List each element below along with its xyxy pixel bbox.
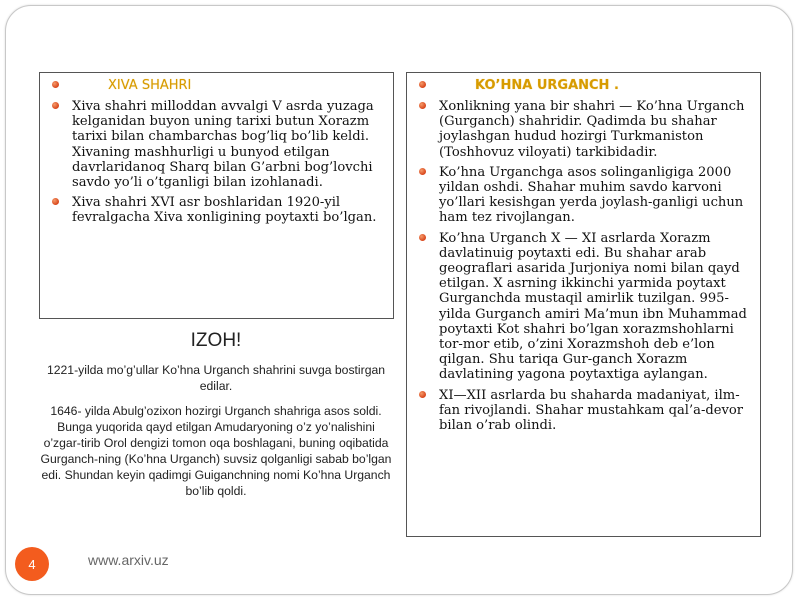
izoh-note <box>40 330 392 508</box>
bullet-icon <box>52 102 59 109</box>
urganch-paragraph-1 <box>419 99 752 160</box>
izoh-paragraph-2: 1646- yilda Abulg’ozixon hozirgi Urganch shahriga asos soldi. Bunga yuqorida qayd etilgan Amudaryoning o’z yo’nalishini o’zgar-tirib Orol dengizi tomon oqa boshlagani, buning oqibatida Gurganch-ning (Ko’hna Urganch) suvsiz qolganligi sabab bo’lgan edi. Shundan keyin qadimgi Guiganchning nomi Ko’hna Urganch bo’lib qoldi. <box>40 404 392 498</box>
xiva-paragraph-1 <box>52 99 383 190</box>
footer-url: www.arxiv.uz <box>88 552 169 568</box>
urganch-paragraph-2 <box>419 165 752 226</box>
bullet-icon <box>52 198 59 205</box>
kohna-urganch-heading-text: KO’HNA URGANCH . <box>475 78 619 93</box>
urganch-paragraph-text: Ko’hna Urganch X — XI asrlarda Xorazm davlatinuig poytaxti edi. Bu shahar arab geograflari asarida Jurjoniya nomi bilan qayd etilgan. X asrning ikkinchi yarmida poytaxt Gurganchda mustaqil amirlik tuzilgan. 995- yilda Gurganch amiri Ma’mun ibn Muhammad poytaxti Kot shahri bo’lgan xorazmshohlarni tor-mor etib, o’zini Xorazmshoh deb e’lon qilgan. Shu tariqa Gur-ganch Xorazm davlatining yagona poytaxtiga aylangan. <box>439 230 747 383</box>
xiva-shahri-box <box>39 72 394 319</box>
bullet-icon <box>52 81 59 88</box>
urganch-paragraph-text: Xonlikning yana bir shahri — Ko’hna Urganch (Gurganch) shahridir. Qadimda bu shahar joylashgan hudud hozirgi Turkmaniston (Toshhovuz viloyati) tarkibidadir. <box>439 99 745 160</box>
urganch-paragraph-3 <box>419 231 752 383</box>
xiva-heading-text: XIVA SHAHRI <box>108 78 192 93</box>
urganch-paragraph-text: XI—XII asrlarda bu shaharda madaniyat, ilm-fan rivojlandi. Shahar mustahkam qal’a-devor bilan o’rab olindi. <box>439 387 744 434</box>
xiva-paragraph-text: Xiva shahri milloddan avvalgi V asrda yuzaga kelganidan buyon uning tarixi butun Xorazm tarixi bilan chambarchas bog’liq bo’lib keldi. Xivaning mashhurligi u bunyod etilgan davrlaridanoq Sharq bilan G’arbni bog’lovchi savdo yo’li o’tganligi bilan izohlanadi. <box>72 99 374 191</box>
bullet-icon <box>419 391 426 398</box>
bullet-icon <box>419 168 426 175</box>
bullet-icon <box>419 102 426 109</box>
kohna-urganch-box <box>406 72 761 537</box>
izoh-title: IZOH! <box>190 330 242 351</box>
bullet-icon <box>419 81 426 88</box>
izoh-paragraph-1: 1221-yilda mo’g’ullar Ko’hna Urganch shahrini suvga bostirgan edilar. <box>46 363 386 393</box>
bullet-icon <box>419 234 426 241</box>
page-number-badge: 4 <box>15 547 49 581</box>
kohna-urganch-heading <box>419 77 752 95</box>
xiva-paragraph-2 <box>52 195 383 225</box>
xiva-heading <box>52 77 383 95</box>
urganch-paragraph-4 <box>419 388 752 434</box>
xiva-paragraph-text: Xiva shahri XVI asr boshlaridan 1920-yil fevralgacha Xiva xonligining poytaxti bo’lgan. <box>72 195 377 226</box>
urganch-paragraph-text: Ko’hna Urganchga asos solinganligiga 2000 yildan oshdi. Shahar muhim savdo karvoni yo’llari kesishgan yerda joylash-ganligi uchun ham tez rivojlangan. <box>439 164 744 226</box>
